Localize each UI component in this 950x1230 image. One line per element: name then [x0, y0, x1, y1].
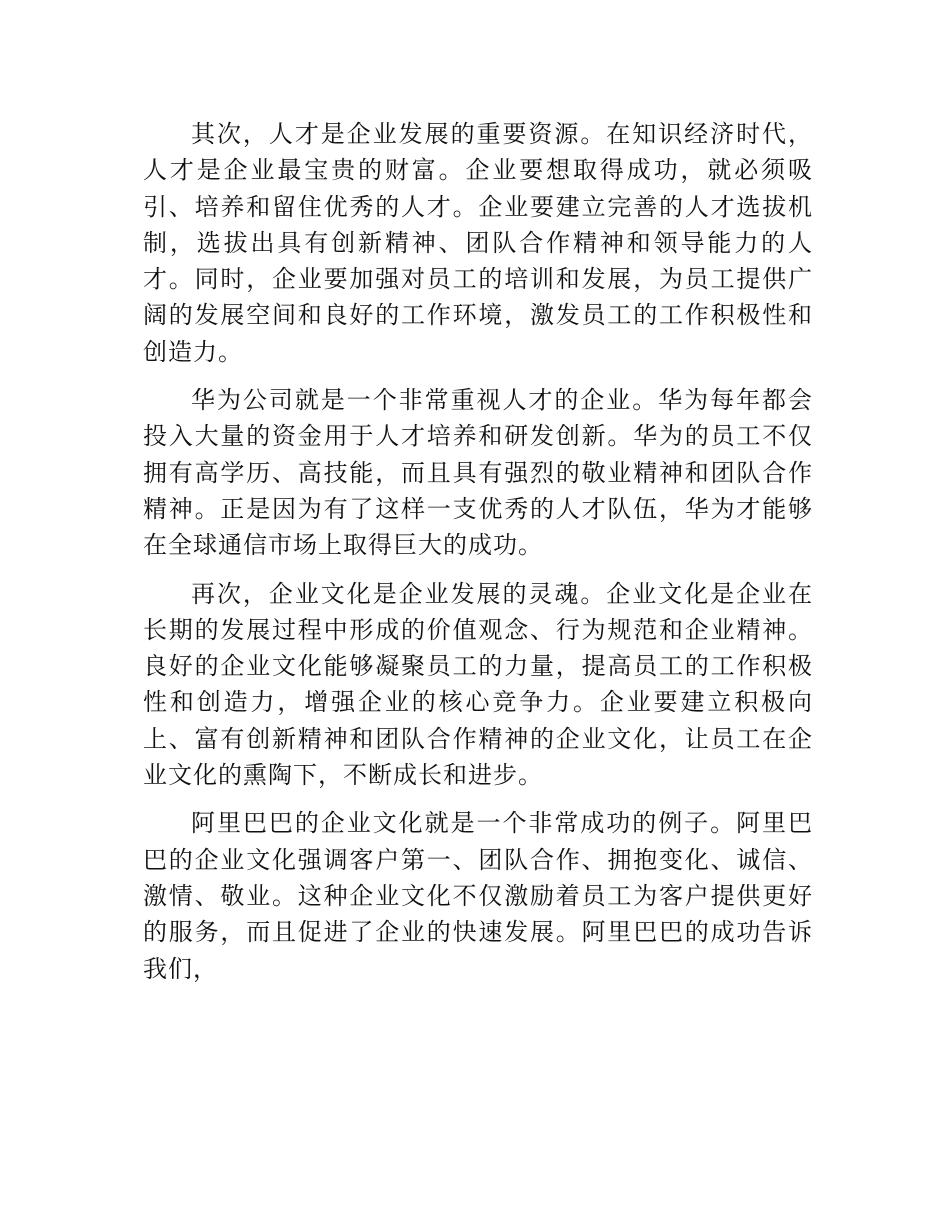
paragraph-talent: 其次，人才是企业发展的重要资源。在知识经济时代，人才是企业最宝贵的财富。企业要想取得成功，就必须吸引、培养和留住优秀的人才。企业要建立完善的人才选拔机制，选拔出具有创新精神、团队合作精神和领导能力的人才。同时，企业要加强对员工的培训和发展，为员工提供广阔的发展空间和良好的工作环境，激发员工的工作积极性和创造力。: [143, 120, 813, 366]
document-body: [143, 116, 813, 999]
paragraph-culture: 再次，企业文化是企业发展的灵魂。企业文化是企业在长期的发展过程中形成的价值观念、行为规范和企业精神。良好的企业文化能够凝聚员工的力量，提高员工的工作积极性和创造力，增强企业的核心竞争力。企业要建立积极向上、富有创新精神和团队合作精神的企业文化，让员工在企业文化的熏陶下，不断成长和进步。: [143, 579, 813, 790]
paragraph-huawei: 华为公司就是一个非常重视人才的企业。华为每年都会投入大量的资金用于人才培养和研发创新。华为的员工不仅拥有高学历、高技能，而且具有强烈的敬业精神和团队合作精神。正是因为有了这样一支优秀的人才队伍，华为才能够在全球通信市场上取得巨大的成功。: [143, 386, 813, 560]
paragraph-alibaba: 阿里巴巴的企业文化就是一个非常成功的例子。阿里巴巴的企业文化强调客户第一、团队合作、拥抱变化、诚信、激情、敬业。这种企业文化不仅激励着员工为客户提供更好的服务，而且促进了企业的快速发展。阿里巴巴的成功告诉我们，: [143, 809, 813, 983]
